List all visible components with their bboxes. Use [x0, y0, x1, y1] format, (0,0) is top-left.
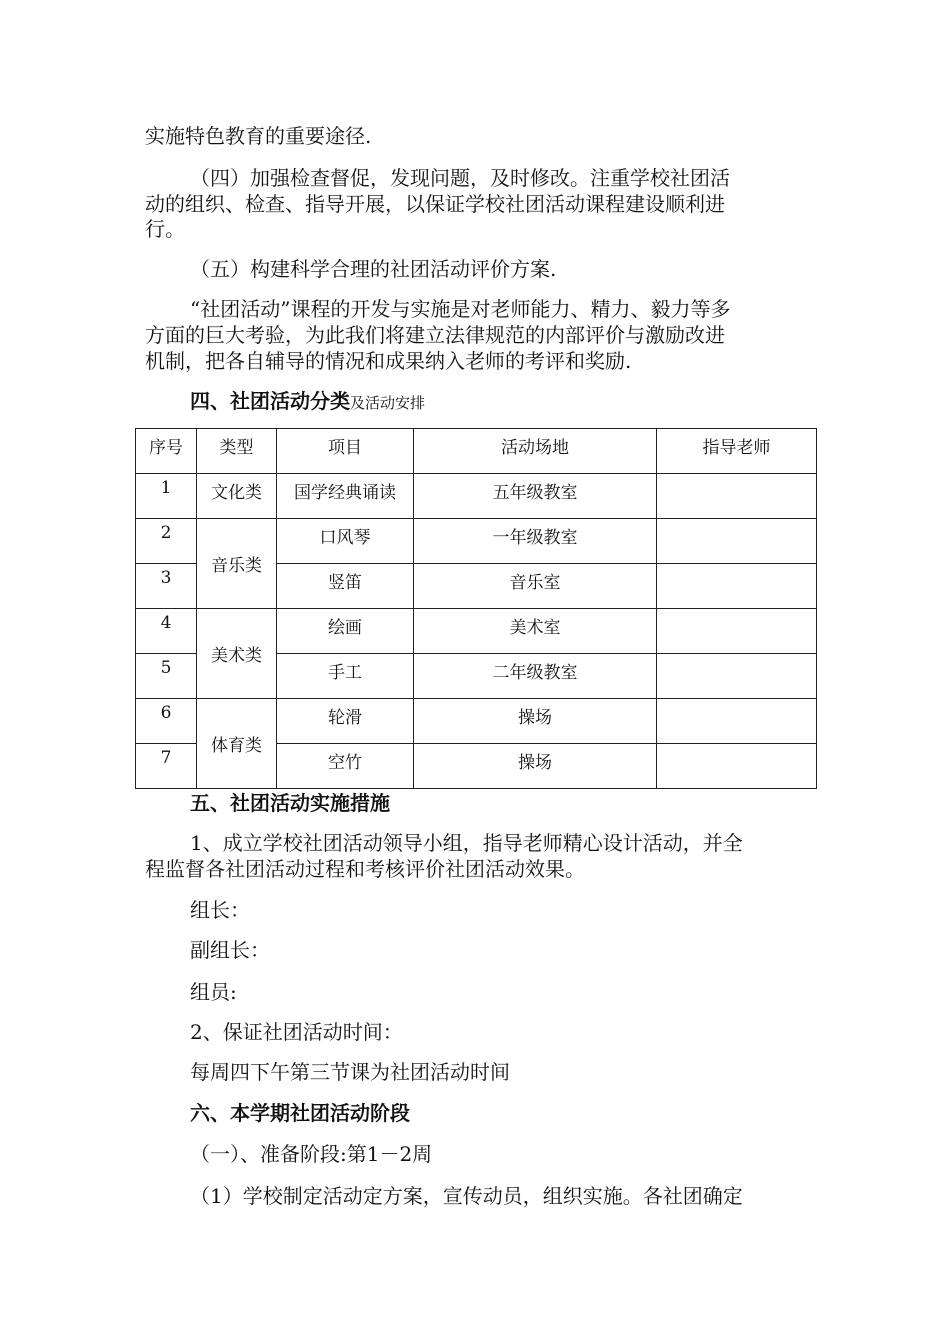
members-label: 组员: — [190, 980, 237, 1004]
section-heading: 六、本学期社团活动阶段 — [190, 1101, 410, 1125]
row-item: 国学经典诵读 — [277, 474, 414, 519]
paragraph-line: （1）学校制定活动定方案，宣传动员，组织实施。各社团确定 — [190, 1184, 743, 1208]
row-place: 操场 — [414, 699, 657, 744]
activity-table — [135, 428, 817, 789]
row-number: 7 — [136, 744, 197, 789]
row-place: 美术室 — [414, 609, 657, 654]
row-number: 1 — [136, 474, 197, 519]
table-header: 类型 — [197, 429, 277, 474]
row-type: 体育类 — [197, 699, 277, 789]
row-teacher — [657, 564, 817, 609]
row-place: 五年级教室 — [414, 474, 657, 519]
section-title: 四、社团活动分类 — [190, 389, 350, 413]
leader-label: 组长： — [190, 898, 250, 922]
table-row — [136, 699, 817, 744]
section-heading: 五、社团活动实施措施 — [190, 791, 390, 815]
row-place: 操场 — [414, 744, 657, 789]
row-number: 5 — [136, 654, 197, 699]
vice-leader-label: 副组长： — [190, 938, 270, 962]
table-header-row — [136, 429, 817, 474]
table-header: 序号 — [136, 429, 197, 474]
row-number: 3 — [136, 564, 197, 609]
row-place: 二年级教室 — [414, 654, 657, 699]
paragraph-line: 行。 — [145, 217, 185, 241]
row-teacher — [657, 654, 817, 699]
row-item: 空竹 — [277, 744, 414, 789]
row-teacher — [657, 609, 817, 654]
row-item: 竖笛 — [277, 564, 414, 609]
table-header: 活动场地 — [414, 429, 657, 474]
row-item: 绘画 — [277, 609, 414, 654]
section-heading — [190, 390, 425, 414]
row-place: 一年级教室 — [414, 519, 657, 564]
paragraph-line: 每周四下午第三节课为社团活动时间 — [190, 1060, 510, 1084]
paragraph-line: 机制，把各自辅导的情况和成果纳入老师的考评和奖励. — [145, 349, 632, 373]
paragraph-line: 动的组织、检查、指导开展，以保证学校社团活动课程建设顺利进 — [145, 192, 725, 216]
paragraph-line: （一）、准备阶段:第1－2周 — [190, 1142, 433, 1166]
table-header: 项目 — [277, 429, 414, 474]
paragraph-line: 程监督各社团活动过程和考核评价社团活动效果。 — [145, 857, 585, 881]
row-item: 轮滑 — [277, 699, 414, 744]
row-number: 6 — [136, 699, 197, 744]
table-row — [136, 519, 817, 564]
paragraph-line: “社团活动”课程的开发与实施是对老师能力、精力、毅力等多 — [190, 297, 731, 321]
table-header: 指导老师 — [657, 429, 817, 474]
row-number: 2 — [136, 519, 197, 564]
paragraph-line: （四）加强检查督促，发现问题，及时修改。注重学校社团活 — [190, 166, 730, 190]
row-number: 4 — [136, 609, 197, 654]
row-item: 手工 — [277, 654, 414, 699]
row-type: 美术类 — [197, 609, 277, 699]
paragraph-line: 实施特色教育的重要途径. — [145, 124, 372, 148]
row-teacher — [657, 744, 817, 789]
paragraph-line: 方面的巨大考验，为此我们将建立法律规范的内部评价与激励改进 — [145, 323, 725, 347]
row-type: 音乐类 — [197, 519, 277, 609]
table-row — [136, 609, 817, 654]
row-place: 音乐室 — [414, 564, 657, 609]
paragraph-line: （五）构建科学合理的社团活动评价方案. — [190, 257, 557, 281]
row-item: 口风琴 — [277, 519, 414, 564]
table-row — [136, 474, 817, 519]
row-teacher — [657, 699, 817, 744]
row-teacher — [657, 474, 817, 519]
row-type: 文化类 — [197, 474, 277, 519]
row-teacher — [657, 519, 817, 564]
paragraph-line: 2、保证社团活动时间： — [190, 1020, 403, 1044]
paragraph-line: 1、成立学校社团活动领导小组，指导老师精心设计活动，并全 — [190, 831, 743, 855]
section-title-suffix: 及活动安排 — [350, 394, 426, 412]
